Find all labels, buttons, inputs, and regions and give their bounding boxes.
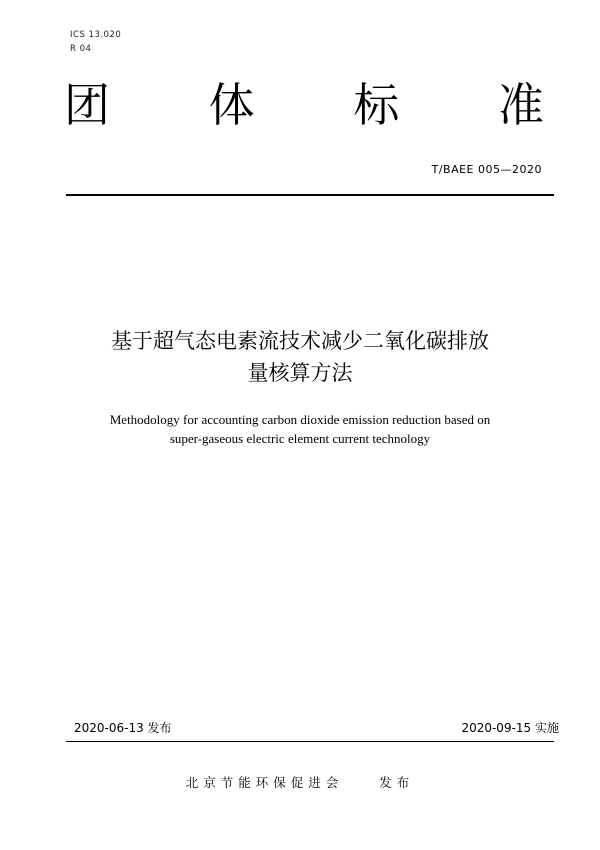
category-char: 体 [208,78,255,132]
category-char: 团 [64,78,110,132]
english-title-line-1: Methodology for accounting carbon dioxide emission reduction based on [109,412,491,427]
category-char: 准 [497,78,544,132]
implementation-date: 2020-09-15 实施 [461,721,559,735]
ccs-code: R 04 [70,44,92,54]
english-title [0,410,600,448]
ics-code: ICS 13.020 [70,30,122,40]
chinese-title [0,325,600,389]
footer-divider [66,741,554,742]
category-char: 标 [353,78,400,132]
english-title-line-2: super-gaseous electric element current technology [169,431,431,446]
document-category-title [64,78,544,132]
chinese-title-line-1: 基于超气态电素流技术减少二氧化碳排放 [111,329,489,353]
standard-number: T/BAEE 005—2020 [431,163,542,176]
header-divider [66,194,554,196]
publisher: 北京节能环保促进会 发布 [185,775,415,790]
chinese-title-line-2: 量核算方法 [247,361,353,385]
publish-date: 2020-06-13 发布 [74,721,172,735]
